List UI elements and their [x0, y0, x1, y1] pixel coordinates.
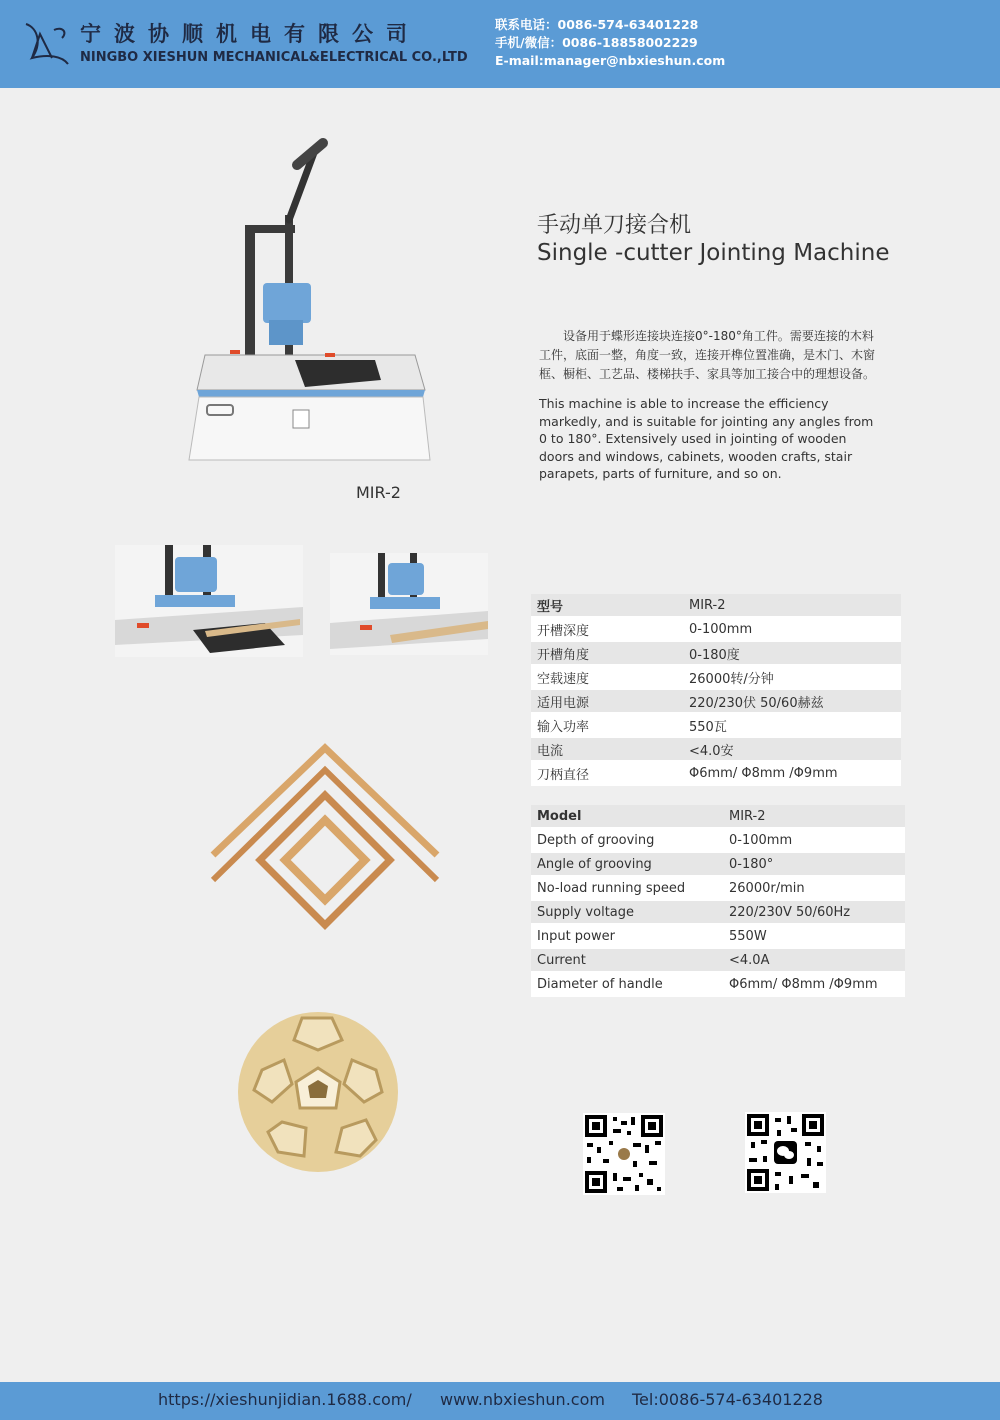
spec-key: Model — [531, 805, 723, 828]
table-row — [531, 828, 905, 852]
table-row — [531, 761, 901, 785]
table-row — [531, 876, 905, 900]
table-row — [531, 900, 905, 924]
company-name-en: NINGBO XIESHUN MECHANICAL&ELECTRICAL CO.,LTD — [80, 50, 468, 65]
table-row — [531, 805, 905, 828]
contact-info — [495, 16, 725, 70]
spec-key: 开槽深度 — [531, 617, 683, 641]
spec-value: 26000转/分钟 — [683, 665, 901, 689]
table-row — [531, 617, 901, 641]
product-description-cn: 设备用于蝶形连接块连接0°-180°角工件。需要连接的木料工件，底面一整，角度一致，连接开榫位置准确，是木门、木窗框、橱柜、工艺品、楼梯扶手、家具等加工接合中的理想设备。 — [539, 329, 876, 381]
spec-value: 220/230V 50/60Hz — [723, 900, 905, 924]
spec-key: Input power — [531, 924, 723, 948]
footer-shop-link[interactable]: https://xieshunjidian.1688.com/ — [158, 1390, 412, 1409]
spec-key: 适用电源 — [531, 689, 683, 713]
table-row — [531, 713, 901, 737]
product-title-cn: 手动单刀接合机 — [537, 213, 692, 238]
table-row — [531, 689, 901, 713]
spec-key: 电流 — [531, 737, 683, 761]
table-row — [531, 594, 901, 617]
company-logo — [18, 14, 74, 72]
spec-key: 开槽角度 — [531, 641, 683, 665]
contact-phone: 联系电话：0086-574-63401228 — [495, 17, 699, 32]
spec-value: Φ6mm/ Φ8mm /Φ9mm — [723, 972, 905, 996]
spec-key: Depth of grooving — [531, 828, 723, 852]
table-row — [531, 641, 901, 665]
spec-key: 型号 — [531, 594, 683, 617]
spec-value: 0-180° — [723, 852, 905, 876]
footer-website-link[interactable]: www.nbxieshun.com — [440, 1390, 605, 1409]
contact-mobile: 手机/微信：0086-18858002229 — [495, 35, 698, 50]
product-title-en: Single -cutter Jointing Machine — [537, 240, 890, 266]
spec-value: 0-100mm — [683, 617, 901, 641]
page-footer — [0, 1382, 1000, 1420]
spec-value: MIR-2 — [723, 805, 905, 828]
page-header — [0, 0, 1000, 88]
table-row — [531, 737, 901, 761]
spec-value: <4.0安 — [683, 737, 901, 761]
spec-value: 550瓦 — [683, 713, 901, 737]
spec-key: 刀柄直径 — [531, 761, 683, 785]
spec-key: Diameter of handle — [531, 972, 723, 996]
wooden-ball-image — [232, 1010, 404, 1175]
spec-value: 0-100mm — [723, 828, 905, 852]
spec-key: Current — [531, 948, 723, 972]
qr-code-wechat[interactable] — [745, 1112, 826, 1193]
spec-value: 550W — [723, 924, 905, 948]
spec-value: <4.0A — [723, 948, 905, 972]
spec-value: Φ6mm/ Φ8mm /Φ9mm — [683, 761, 901, 785]
spec-key: 空载速度 — [531, 665, 683, 689]
spec-table-cn — [531, 594, 901, 786]
contact-email[interactable]: E-mail:manager@nbxieshun.com — [495, 53, 726, 68]
table-row — [531, 972, 905, 996]
table-row — [531, 924, 905, 948]
spec-key: Angle of grooving — [531, 852, 723, 876]
table-row — [531, 665, 901, 689]
detail-photo-2 — [330, 553, 488, 655]
spec-table-en — [531, 805, 905, 997]
spec-value: MIR-2 — [683, 594, 901, 617]
spec-key: Supply voltage — [531, 900, 723, 924]
spec-key: No-load running speed — [531, 876, 723, 900]
spec-value: 26000r/min — [723, 876, 905, 900]
spec-value: 220/230伏 50/60赫兹 — [683, 689, 901, 713]
spec-key: 输入功率 — [531, 713, 683, 737]
table-row — [531, 852, 905, 876]
detail-photo-1 — [115, 545, 303, 657]
table-row — [531, 948, 905, 972]
product-description-en: This machine is able to increase the efficiency markedly, and is suitable for jointing any angles from 0 to 180°. Extensively used in jointing of wooden doors and windows, cabinets, wooden crafts, stair parapets, parts of furniture, and so on. — [539, 396, 874, 481]
qr-code-shop[interactable] — [583, 1113, 665, 1195]
wooden-frames-image — [205, 740, 445, 935]
company-name-cn: 宁波协顺机电有限公司 — [80, 22, 420, 46]
model-caption: MIR-2 — [356, 483, 401, 502]
spec-value: 0-180度 — [683, 641, 901, 665]
footer-tel: Tel:0086-574-63401228 — [632, 1390, 823, 1409]
machine-image — [185, 135, 435, 470]
